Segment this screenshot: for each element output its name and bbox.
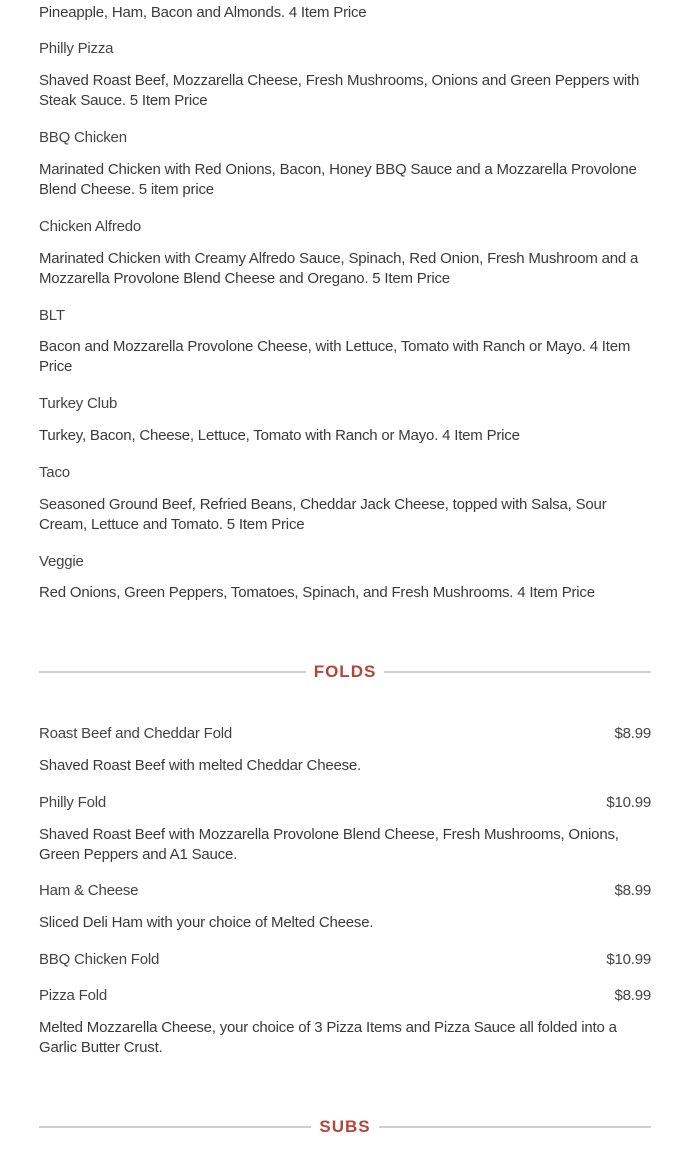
item-price: $10.99 xyxy=(606,794,651,811)
item-name: BBQ Chicken xyxy=(39,129,127,146)
item-description: Seasoned Ground Beef, Refried Beans, Cheddar Jack Cheese, topped with Salsa, Sour Cream, Lettuce and Tomato. 5 Item Price xyxy=(39,496,607,533)
item-name: Philly Fold xyxy=(39,794,106,811)
item-name: Pizza Fold xyxy=(39,987,108,1004)
item-name: Chicken Alfredo xyxy=(39,218,142,235)
item-name: BBQ Chicken Fold xyxy=(39,951,160,968)
divider xyxy=(384,671,651,673)
item-price: $8.99 xyxy=(614,987,651,1004)
menu-item-row xyxy=(39,986,651,1006)
item-description: Bacon and Mozzarella Provolone Cheese, with Lettuce, Tomato with Ranch or Mayo. 4 Item Price xyxy=(39,338,631,375)
item-description: Shaved Roast Beef with Mozzarella Provolone Blend Cheese, Fresh Mushrooms, Onions, Green Peppers and A1 Sauce. xyxy=(39,826,619,863)
divider xyxy=(39,1126,311,1128)
item-name: Philly Pizza xyxy=(39,40,114,57)
item-description: Turkey, Bacon, Cheese, Lettuce, Tomato with Ranch or Mayo. 4 Item Price xyxy=(39,427,520,444)
item-price: $8.99 xyxy=(614,882,651,899)
item-description: Shaved Roast Beef, Mozzarella Cheese, Fresh Mushrooms, Onions and Green Peppers with Steak Sauce. 5 Item Price xyxy=(39,72,640,109)
item-price: $10.99 xyxy=(606,951,651,968)
divider xyxy=(379,1126,651,1128)
menu-item-row xyxy=(39,881,651,901)
menu-item-row xyxy=(39,724,651,744)
item-description: Red Onions, Green Peppers, Tomatoes, Spinach, and Fresh Mushrooms. 4 Item Price xyxy=(39,584,595,601)
item-description: Shaved Roast Beef with melted Cheddar Cheese. xyxy=(39,757,362,774)
item-name: Veggie xyxy=(39,553,84,570)
section-heading-subs xyxy=(39,1115,651,1139)
item-price: $8.99 xyxy=(614,725,651,742)
menu-item-row xyxy=(39,950,651,970)
section-title: FOLDS xyxy=(313,662,377,681)
item-description: Melted Mozzarella Cheese, your choice of 3 Pizza Items and Pizza Sauce all folded into a Garlic Butter Crust. xyxy=(39,1019,617,1056)
item-description: Marinated Chicken with Red Onions, Bacon, Honey BBQ Sauce and a Mozzarella Provolone Blend Cheese. 5 item price xyxy=(39,161,637,198)
section-title: SUBS xyxy=(319,1117,371,1136)
item-name: Taco xyxy=(39,464,70,481)
menu-item-row xyxy=(39,793,651,813)
item-description: Sliced Deli Ham with your choice of Melted Cheese. xyxy=(39,914,374,931)
section-heading-folds xyxy=(39,660,651,684)
item-description: Pineapple, Ham, Bacon and Almonds. 4 Item Price xyxy=(39,4,367,21)
item-name: BLT xyxy=(39,307,65,324)
divider xyxy=(39,671,306,673)
item-name: Roast Beef and Cheddar Fold xyxy=(39,725,233,742)
item-name: Turkey Club xyxy=(39,395,118,412)
item-name: Ham & Cheese xyxy=(39,882,139,899)
item-description: Marinated Chicken with Creamy Alfredo Sauce, Spinach, Red Onion, Fresh Mushroom and a Mozzarella Provolone Blend Cheese and Oregano. 5 Item Price xyxy=(39,250,639,287)
